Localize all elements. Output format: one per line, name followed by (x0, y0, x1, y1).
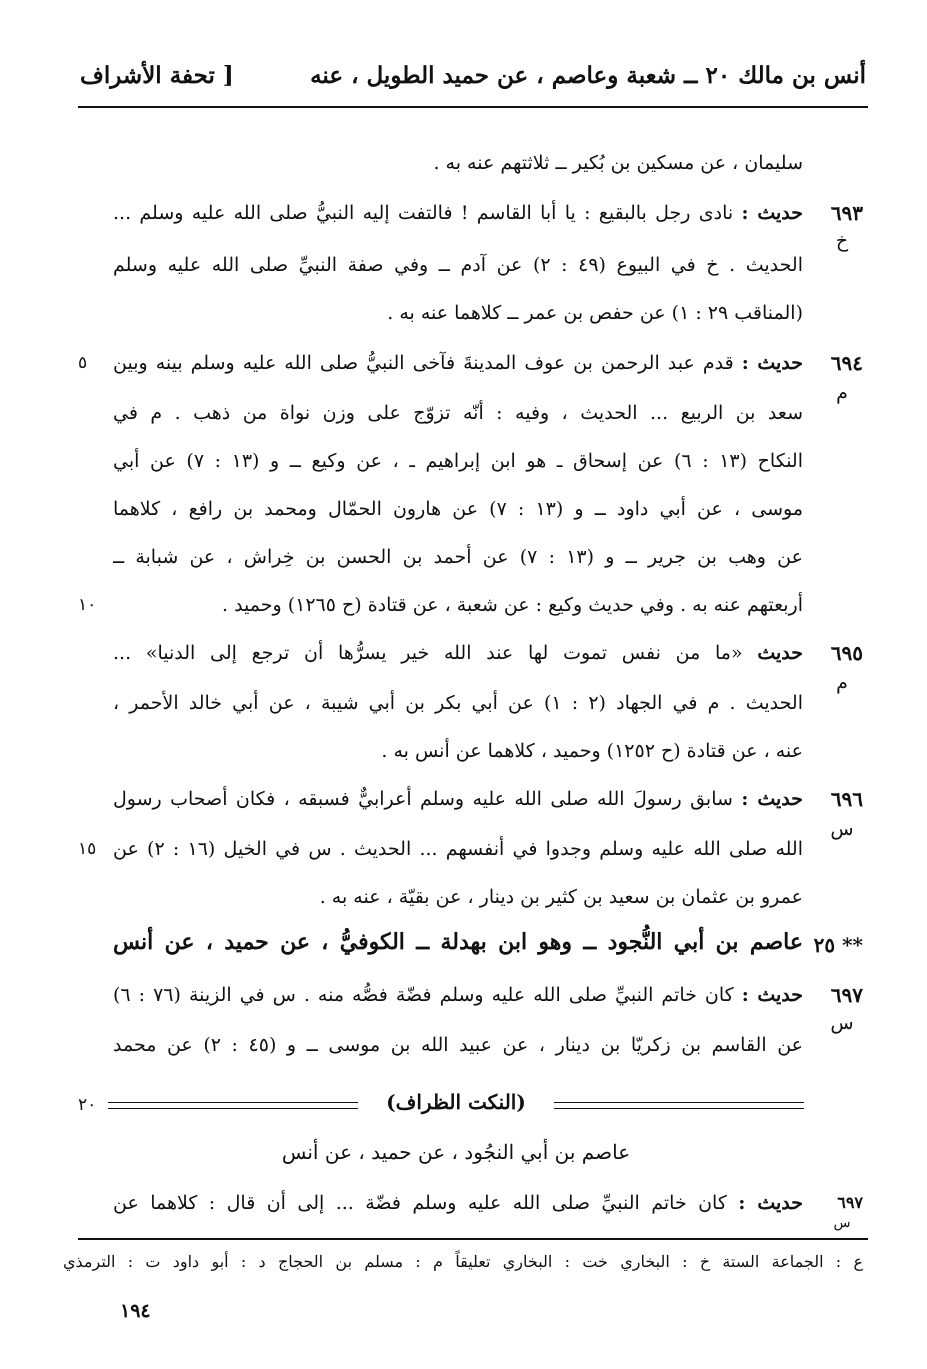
text-line: سعد بن الربيع ... الحديث ، وفيه : أنّه تزوّج على وزن نواة من ذهب . م في (113, 402, 803, 424)
text-line (113, 638, 803, 668)
hadith-text: «ما من نفس تموت لها عند الله خير يسرُّها أن ترجع إلى الدنيا» ... (113, 642, 743, 664)
line-marker: ١٠ (78, 595, 97, 615)
text-line (113, 198, 803, 228)
nukat-divider (108, 1090, 804, 1120)
text-line: عمرو بن عثمان بن سعيد بن كثير بن دينار ، عن بقيّة ، عنه به . (319, 886, 803, 908)
hadith-label: حديث : (738, 1192, 803, 1214)
text-line: عن وهب بن جرير ــ و (١٣ : ٧) عن أحمد بن الحسن بن خِراش ، عن شبابة ــ (113, 546, 803, 568)
entry-number: ٦٩٣ (830, 201, 863, 225)
nukat-subheading: عاصم بن أبي النجُود ، عن حميد ، عن أنس (281, 1140, 631, 1164)
line-marker: ١٥ (78, 839, 97, 859)
hadith-label: حديث : (741, 984, 803, 1006)
entry-number: ٦٩٧ (837, 1193, 863, 1212)
text-line: عن القاسم بن زكريّا بن دينار ، عن عبيد الله بن موسى ــ و (٤٥ : ٢) عن محمد (113, 1034, 803, 1056)
text-line: النكاح (١٣ : ٦) عن إسحاق ـ هو ابن إبراهيم ـ ، عن وكيع ــ و (١٣ : ٧) عن أبي (113, 450, 803, 472)
page-number: ١٩٤ (120, 1300, 151, 1322)
entry-number: ٦٩٧ (830, 983, 863, 1007)
text-line (113, 1188, 803, 1218)
source-siglum: م (836, 672, 848, 694)
text-line: الله صلى الله عليه وسلم وجدوا في أنفسهم ... الحديث . س في الخيل (١٦ : ٢) عن (113, 838, 803, 860)
line-marker: ٢٠ (78, 1095, 97, 1115)
text-line (113, 348, 803, 378)
line-marker: ٥ (78, 353, 88, 373)
entry-number: ٦٩٥ (830, 641, 863, 665)
hadith-label: حديث : (741, 352, 803, 374)
abbreviation-legend: ع : الجماعة الستة خ : البخاري خت : البخاري تعليقاً م : مسلم بن الحجاج د : أبو داود ت : الترمذي (63, 1252, 864, 1271)
running-header (80, 62, 866, 102)
hadith-label: حديث : (741, 202, 803, 224)
text-line: عنه ، عن قتادة (ح ١٢٥٢) وحميد ، كلاهما عن أنس به . (381, 740, 803, 762)
header-title: أنس بن مالك ٢٠ ــ شعبة وعاصم ، عن حميد الطويل ، عنه (310, 62, 866, 89)
section-number: ٢٥ ** (813, 933, 863, 957)
text-line: الحديث . م في الجهاد (٢ : ١) عن أبي بكر بن أبي شيبة ، عن أبي خالد الأحمر ، (113, 692, 803, 714)
text-line: سليمان ، عن مسكين بن بُكير ــ ثلاثتهم عنه به . (433, 152, 803, 174)
hadith-text: قدم عبد الرحمن بن عوف المدينةَ فآخى النبيُّ صلى الله عليه وسلم بينه وبين (113, 352, 734, 374)
hadith-text: كان خاتم النبيِّ صلى الله عليه وسلم فضّة فصُّه منه . س في الزينة (٧٦ : ٦) (113, 984, 734, 1006)
source-siglum: خ (835, 230, 849, 252)
nukat-title: (النكت الظراف) (386, 1090, 526, 1114)
double-rule (554, 1102, 804, 1109)
hadith-text: سابق رسولَ الله صلى الله عليه وسلم أعرابيٌّ فسبقه ، فكان أصحاب رسول (113, 788, 733, 810)
text-line (113, 980, 803, 1010)
header-book-title: [ تحفة الأشراف (80, 62, 234, 89)
section-heading: عاصم بن أبي النُّجود ــ وهو ابن بهدلة ــ الكوفيُّ ، عن حميد ، عن أنس (113, 929, 803, 955)
text-line: (المناقب ٢٩ : ١) عن حفص بن عمر ــ كلاهما عنه به . (387, 302, 803, 324)
source-siglum: س (833, 1215, 851, 1231)
hadith-label: حديث : (741, 788, 803, 810)
hadith-label: حديث (757, 642, 803, 664)
source-siglum: س (830, 818, 854, 840)
entry-number: ٦٩٤ (830, 351, 863, 375)
hadith-text: نادى رجل بالبقيع : يا أبا القاسم ! فالتفت إليه النبيُّ صلى الله عليه وسلم ... (113, 202, 734, 224)
text-line: أربعتهم عنه به . وفي حديث وكيع : عن شعبة ، عن قتادة (ح ١٢٦٥) وحميد . (221, 594, 803, 616)
text-line: الحديث . خ في البيوع (٤٩ : ٢) عن آدم ــ وفي صفة النبيِّ صلى الله عليه وسلم (113, 254, 803, 276)
hadith-text: كان خاتم النبيِّ صلى الله عليه وسلم فضّة ... إلى أن قال : كلاهما عن (113, 1192, 727, 1214)
text-line (113, 784, 803, 814)
text-line: موسى ، عن أبي داود ــ و (١٣ : ٧) عن هارون الحمّال ومحمد بن رافع ، كلاهما (113, 498, 803, 520)
header-rule (78, 106, 868, 108)
entry-number: ٦٩٦ (830, 787, 863, 811)
source-siglum: س (830, 1012, 854, 1034)
footer-rule (78, 1238, 868, 1240)
source-siglum: م (836, 382, 848, 404)
